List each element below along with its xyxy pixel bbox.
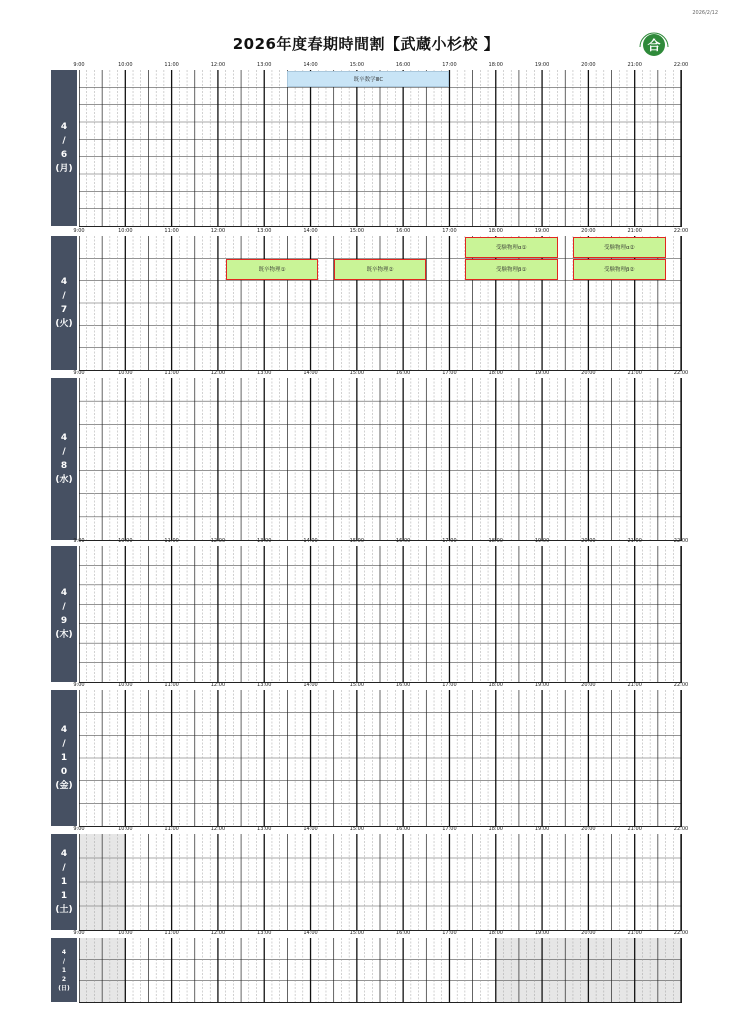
time-label: 14:00 — [303, 228, 318, 234]
time-label: 12:00 — [210, 682, 226, 688]
time-label: 19:00 — [534, 682, 550, 688]
time-label: 22:00 — [673, 538, 689, 544]
time-label: 16:00 — [395, 370, 411, 376]
date-char: / — [62, 739, 66, 749]
time-label: 12:00 — [210, 538, 226, 544]
schedule-grid — [79, 938, 682, 1003]
time-label: 17:00 — [442, 62, 457, 68]
time-label: 14:00 — [303, 62, 318, 68]
date-char: 4 — [60, 588, 68, 598]
time-label: 14:00 — [303, 826, 318, 832]
time-label: 18:00 — [488, 538, 503, 544]
time-label: 13:00 — [257, 62, 272, 68]
date-char: 9 — [60, 616, 68, 626]
time-label: 17:00 — [442, 682, 457, 688]
time-label: 13:00 — [257, 228, 272, 234]
date-char: 1 — [61, 966, 67, 974]
time-label: 19:00 — [534, 370, 550, 376]
weekday-label: (月) — [55, 164, 73, 174]
class-event[interactable]: 受験物理β① — [465, 259, 558, 280]
time-label: 14:00 — [303, 370, 318, 376]
time-label: 16:00 — [395, 682, 411, 688]
time-label: 12:00 — [210, 930, 226, 936]
date-char: 4 — [60, 277, 68, 287]
time-label: 21:00 — [627, 538, 642, 544]
schedule-grid — [79, 378, 682, 541]
day-block — [51, 228, 689, 370]
time-label: 9:00 — [73, 538, 85, 544]
date-char: / — [62, 291, 66, 301]
time-label: 10:00 — [118, 228, 133, 234]
day-block — [51, 370, 689, 540]
schedule-grid — [79, 546, 682, 683]
time-label: 16:00 — [395, 826, 411, 832]
time-label: 16:00 — [395, 228, 411, 234]
day-block — [51, 62, 689, 226]
class-event[interactable]: 受験物理α① — [465, 237, 558, 258]
time-label: 11:00 — [164, 228, 179, 234]
page-title: 2026年度春期時間割【武蔵小杉校 】 — [232, 35, 500, 53]
time-label: 20:00 — [581, 826, 596, 832]
time-label: 20:00 — [581, 538, 596, 544]
day-block — [51, 682, 689, 826]
grid-lines — [79, 546, 681, 682]
time-label: 13:00 — [257, 826, 272, 832]
time-label: 9:00 — [73, 62, 85, 68]
time-label: 11:00 — [164, 62, 179, 68]
schedule-grid — [79, 70, 682, 227]
time-label: 21:00 — [627, 930, 642, 936]
time-label: 19:00 — [534, 538, 550, 544]
weekday-label: (金) — [55, 781, 73, 791]
date-char: 0 — [60, 767, 68, 777]
time-label: 17:00 — [442, 930, 457, 936]
time-label: 11:00 — [164, 538, 179, 544]
time-label: 15:00 — [349, 538, 365, 544]
time-label: 22:00 — [673, 370, 689, 376]
date-char: / — [62, 447, 66, 457]
date-char: / — [62, 136, 66, 146]
time-label: 13:00 — [257, 538, 272, 544]
day-label — [51, 834, 77, 930]
time-label: 16:00 — [395, 62, 411, 68]
time-label: 22:00 — [673, 228, 689, 234]
time-label: 22:00 — [673, 826, 689, 832]
time-label: 22:00 — [673, 682, 689, 688]
time-label: 17:00 — [442, 370, 457, 376]
time-label: 11:00 — [164, 682, 179, 688]
weekday-label: (土) — [55, 905, 73, 915]
weekday-label: (水) — [55, 475, 73, 485]
time-label: 17:00 — [442, 538, 457, 544]
day-block — [51, 930, 689, 1002]
time-label: 15:00 — [349, 826, 365, 832]
time-label: 19:00 — [534, 930, 550, 936]
class-event[interactable]: 既卒物理② — [334, 259, 427, 280]
day-label — [51, 236, 77, 370]
time-label: 9:00 — [73, 826, 85, 832]
time-label: 21:00 — [627, 826, 642, 832]
time-label: 9:00 — [73, 930, 85, 936]
time-label: 12:00 — [210, 370, 226, 376]
time-label: 11:00 — [164, 930, 179, 936]
logo-glyph: 合 — [647, 39, 661, 54]
schedule-grid — [79, 690, 682, 827]
grid-lines — [79, 938, 681, 1002]
time-label: 21:00 — [627, 682, 642, 688]
time-label: 12:00 — [210, 826, 226, 832]
date-char: 7 — [60, 305, 68, 315]
date-char: 4 — [60, 849, 68, 859]
time-label: 14:00 — [303, 682, 318, 688]
time-label: 18:00 — [488, 682, 503, 688]
time-label: 14:00 — [303, 538, 318, 544]
date-char: 4 — [60, 122, 68, 132]
time-label: 15:00 — [349, 930, 365, 936]
time-label: 12:00 — [210, 228, 226, 234]
time-label: 17:00 — [442, 826, 457, 832]
time-label: 22:00 — [673, 930, 689, 936]
class-event[interactable]: 受験物理α② — [573, 237, 666, 258]
date-char: 2 — [61, 975, 67, 983]
time-label: 15:00 — [349, 370, 365, 376]
time-label: 19:00 — [534, 826, 550, 832]
time-label: 10:00 — [118, 370, 133, 376]
weekday-label: (木) — [55, 630, 73, 640]
time-label: 9:00 — [73, 370, 85, 376]
schedule-grid — [79, 236, 682, 371]
time-label: 13:00 — [257, 370, 272, 376]
time-label: 15:00 — [349, 682, 365, 688]
date-char: 1 — [60, 891, 68, 901]
time-label: 18:00 — [488, 930, 503, 936]
time-label: 20:00 — [581, 228, 596, 234]
time-label: 11:00 — [164, 826, 179, 832]
time-label: 19:00 — [534, 228, 550, 234]
time-label: 13:00 — [257, 930, 272, 936]
grid-lines — [79, 70, 681, 226]
day-label — [51, 690, 77, 826]
time-label: 16:00 — [395, 538, 411, 544]
time-label: 9:00 — [73, 228, 85, 234]
date-char: / — [62, 602, 66, 612]
time-label: 20:00 — [581, 930, 596, 936]
time-label: 13:00 — [257, 682, 272, 688]
time-label: 12:00 — [210, 62, 226, 68]
time-label: 16:00 — [395, 930, 411, 936]
time-label: 10:00 — [118, 62, 133, 68]
time-label: 18:00 — [488, 62, 503, 68]
date-char: 1 — [60, 753, 68, 763]
schedule-grid — [79, 834, 682, 931]
time-label: 10:00 — [118, 682, 133, 688]
class-event[interactable]: 既卒物理① — [226, 259, 319, 280]
class-event[interactable]: 受験物理β② — [573, 259, 666, 280]
time-label: 22:00 — [673, 62, 689, 68]
time-label: 15:00 — [349, 62, 365, 68]
date-char: 8 — [60, 461, 68, 471]
day-label — [51, 938, 77, 1002]
day-label — [51, 546, 77, 682]
time-label: 15:00 — [349, 228, 365, 234]
time-label: 21:00 — [627, 228, 642, 234]
time-label: 10:00 — [118, 826, 133, 832]
day-block — [51, 826, 689, 930]
time-label: 19:00 — [534, 62, 550, 68]
time-label: 10:00 — [118, 930, 133, 936]
day-block — [51, 538, 689, 682]
weekday-label: (火) — [55, 319, 73, 329]
date-char: 1 — [60, 877, 68, 887]
time-label: 18:00 — [488, 228, 503, 234]
time-label: 18:00 — [488, 370, 503, 376]
time-label: 21:00 — [627, 62, 642, 68]
date-char: / — [62, 863, 66, 873]
date-char: / — [62, 957, 66, 965]
print-date: 2026/2/12 — [692, 10, 718, 16]
time-label: 20:00 — [581, 682, 596, 688]
time-label: 20:00 — [581, 62, 596, 68]
time-label: 21:00 — [627, 370, 642, 376]
date-char: 4 — [61, 948, 67, 956]
grid-lines — [79, 690, 681, 826]
class-event[interactable]: 既卒数学ⅢC — [287, 71, 449, 87]
time-label: 14:00 — [303, 930, 318, 936]
time-label: 17:00 — [442, 228, 457, 234]
time-label: 9:00 — [73, 682, 85, 688]
time-label: 20:00 — [581, 370, 596, 376]
school-logo — [636, 29, 672, 57]
day-label — [51, 70, 77, 226]
day-label — [51, 378, 77, 540]
time-label: 10:00 — [118, 538, 133, 544]
date-char: 6 — [60, 150, 68, 160]
date-char: 4 — [60, 725, 68, 735]
weekday-label: (日) — [58, 984, 70, 992]
time-label: 18:00 — [488, 826, 503, 832]
date-char: 4 — [60, 433, 68, 443]
time-label: 11:00 — [164, 370, 179, 376]
grid-lines — [79, 378, 681, 540]
grid-lines — [79, 834, 681, 930]
